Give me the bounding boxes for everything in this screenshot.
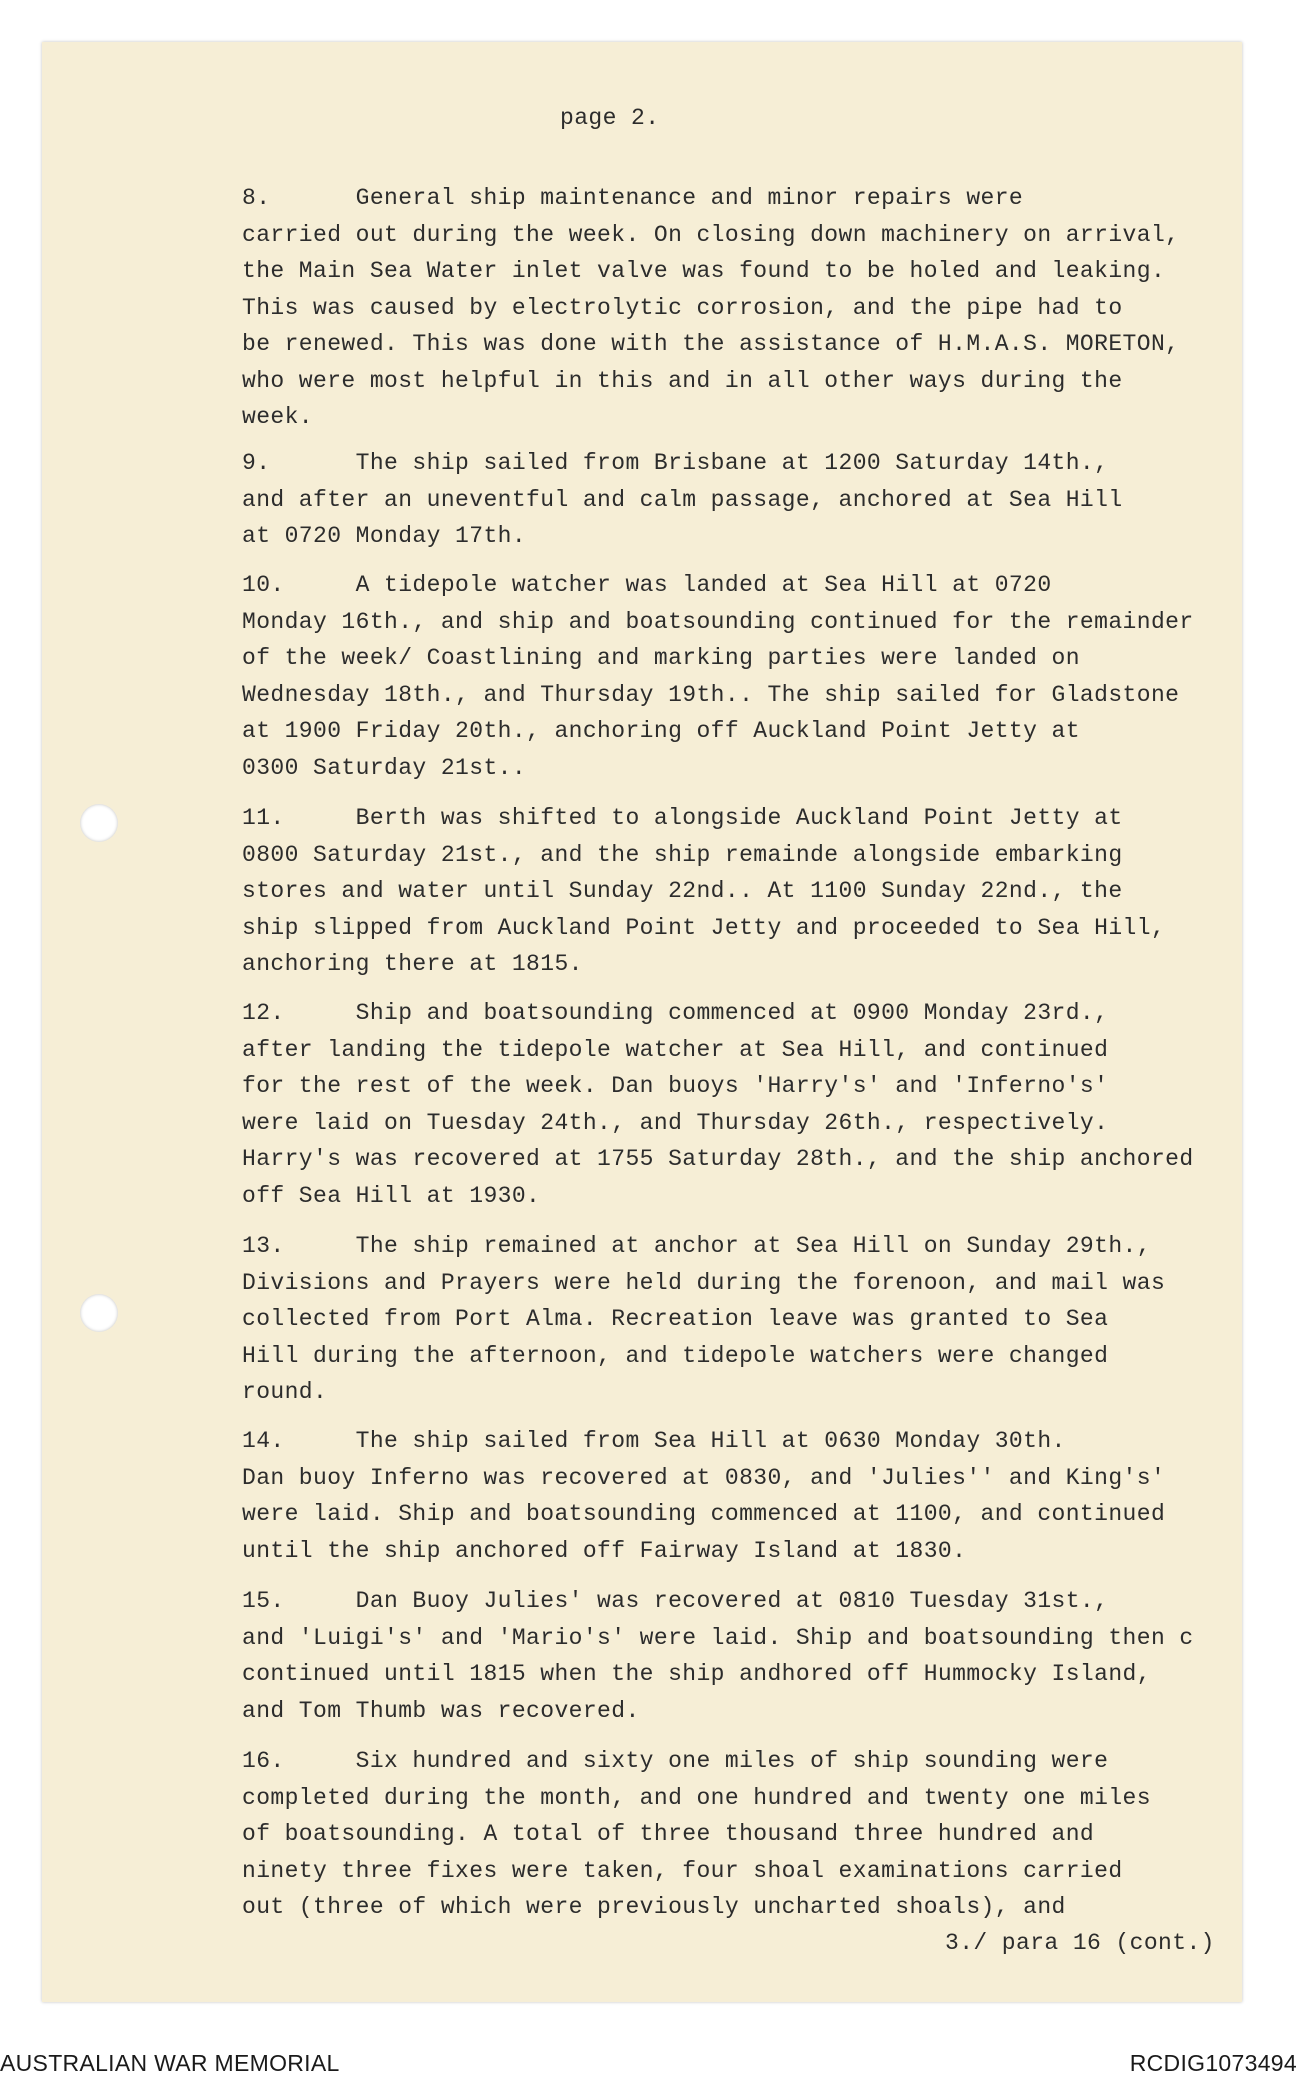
paragraph-line: 10. A tidepole watcher was landed at Sea Hill at 0720	[242, 572, 1052, 598]
paragraph-p13	[242, 1228, 1242, 1411]
continuation-note: 3./ para 16 (cont.)	[945, 1930, 1215, 1956]
paragraph-p8	[242, 180, 1242, 436]
paragraph-line: off Sea Hill at 1930.	[242, 1182, 541, 1209]
punch-hole-icon	[80, 804, 118, 842]
footer-institution: AUSTRALIAN WAR MEMORIAL	[0, 2050, 340, 2076]
paragraph-line: Hill during the afternoon, and tidepole watchers were changed	[242, 1342, 1109, 1369]
paragraph-line: Divisions and Prayers were held during the forenoon, and mail was	[242, 1269, 1166, 1296]
paragraph-line: be renewed. This was done with the assistance of H.M.A.S. MORETON,	[242, 331, 1180, 357]
paragraph-p15	[242, 1583, 1242, 1729]
paragraph-line: for the rest of the week. Dan buoys 'Harry's' and 'Inferno's'	[242, 1073, 1109, 1099]
paragraph-line: completed during the month, and one hundred and twenty one miles	[242, 1784, 1151, 1811]
paragraph-line: 0300 Saturday 21st..	[242, 754, 527, 781]
paragraph-line: 16. Six hundred and sixty one miles of ship sounding were	[242, 1748, 1109, 1774]
paragraph-line: Monday 16th., and ship and boatsounding continued for the remainder	[242, 608, 1194, 635]
paragraph-line: round.	[242, 1379, 328, 1405]
paragraph-line: of the week/ Coastlining and marking parties were landed on	[242, 645, 1080, 671]
paragraph-line: after landing the tidepole watcher at Sea Hill, and continued	[242, 1036, 1109, 1063]
punch-hole-icon	[80, 1294, 118, 1332]
paragraph-line: anchoring there at 1815.	[242, 951, 583, 977]
paragraph-line: until the ship anchored off Fairway Island at 1830.	[242, 1537, 967, 1564]
paragraph-line: continued until 1815 when the ship andhored off Hummocky Island,	[242, 1661, 1151, 1687]
paragraph-p10	[242, 567, 1242, 786]
paragraph-line: 11. Berth was shifted to alongside Auckland Point Jetty at	[242, 805, 1123, 831]
paragraph-line: 15. Dan Buoy Julies' was recovered at 0810 Tuesday 31st.,	[242, 1588, 1109, 1614]
paragraph-line: out (three of which were previously uncharted shoals), and	[242, 1894, 1066, 1920]
paragraph-line: 14. The ship sailed from Sea Hill at 0630 Monday 30th.	[242, 1428, 1066, 1454]
page-number-header: page 2.	[560, 105, 660, 131]
paragraph-p14	[242, 1423, 1242, 1569]
paragraph-line: the Main Sea Water inlet valve was found to be holed and leaking.	[242, 258, 1166, 284]
paragraph-line: Wednesday 18th., and Thursday 19th.. The ship sailed for Gladstone	[242, 681, 1180, 708]
paragraph-p12	[242, 995, 1242, 1214]
paragraph-line: This was caused by electrolytic corrosion, and the pipe had to	[242, 294, 1123, 321]
paragraph-line: at 1900 Friday 20th., anchoring off Auckland Point Jetty at	[242, 718, 1080, 744]
paragraph-p9	[242, 445, 1242, 555]
paragraph-line: and after an uneventful and calm passage, anchored at Sea Hill	[242, 486, 1123, 513]
paragraph-line: 13. The ship remained at anchor at Sea Hill on Sunday 29th.,	[242, 1233, 1151, 1259]
paragraph-line: ship slipped from Auckland Point Jetty and proceeded to Sea Hill,	[242, 914, 1166, 941]
paragraph-line: were laid. Ship and boatsounding commenced at 1100, and continued	[242, 1501, 1166, 1527]
paragraph-line: 8. General ship maintenance and minor repairs were	[242, 185, 1024, 211]
paragraph-line: and Tom Thumb was recovered.	[242, 1697, 640, 1724]
paragraph-line: carried out during the week. On closing down machinery on arrival,	[242, 221, 1180, 248]
paragraph-line: at 0720 Monday 17th.	[242, 523, 527, 549]
paragraph-line: stores and water until Sunday 22nd.. At 1100 Sunday 22nd., the	[242, 878, 1123, 904]
footer-record-id: RCDIG1073494	[1129, 2050, 1297, 2076]
paragraph-line: Dan buoy Inferno was recovered at 0830, and 'Julies'' and King's'	[242, 1464, 1166, 1491]
paragraph-line: 0800 Saturday 21st., and the ship remainde alongside embarking	[242, 841, 1123, 868]
paragraph-line: 9. The ship sailed from Brisbane at 1200 Saturday 14th.,	[242, 450, 1109, 476]
paragraph-p16	[242, 1743, 1242, 1926]
paragraph-line: ninety three fixes were taken, four shoal examinations carried	[242, 1857, 1123, 1884]
paragraph-p11	[242, 800, 1242, 983]
paragraph-line: who were most helpful in this and in all other ways during the	[242, 367, 1123, 394]
paragraph-line: of boatsounding. A total of three thousand three hundred and	[242, 1821, 1095, 1847]
paragraph-line: 12. Ship and boatsounding commenced at 0900 Monday 23rd.,	[242, 1000, 1109, 1026]
paragraph-line: collected from Port Alma. Recreation leave was granted to Sea	[242, 1306, 1109, 1332]
paragraph-line: week.	[242, 404, 314, 430]
paragraph-line: and 'Luigi's' and 'Mario's' were laid. Ship and boatsounding then c	[242, 1624, 1194, 1651]
paragraph-line: were laid on Tuesday 24th., and Thursday 26th., respectively.	[242, 1109, 1109, 1136]
paragraph-line: Harry's was recovered at 1755 Saturday 28th., and the ship anchored	[242, 1146, 1194, 1172]
